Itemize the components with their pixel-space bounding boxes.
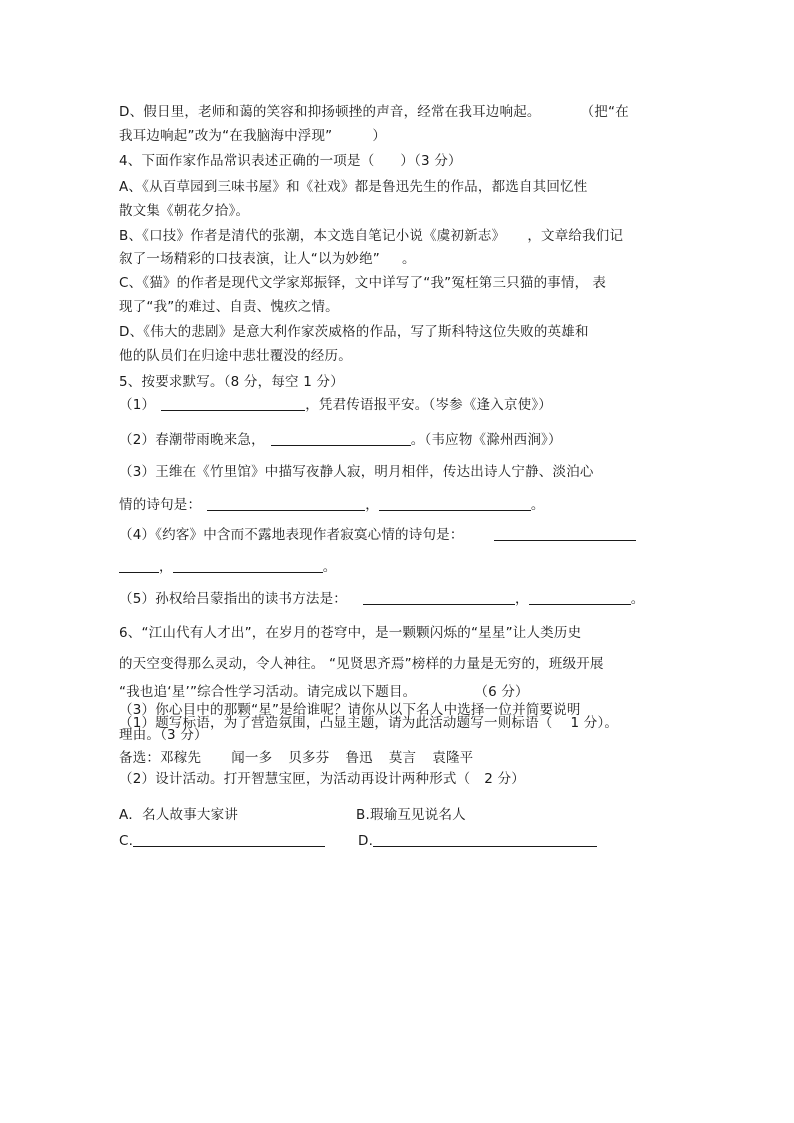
q5-item5-blank2[interactable]: [529, 590, 631, 605]
q6-sub3-line1: （3）你心目中的那颗“星”是给谁呢？请你从以下名人中选择一位并简要说明: [119, 702, 581, 718]
q5-item4-comma: ，: [159, 559, 173, 575]
q6-option-b-wrap: [356, 806, 466, 824]
q5-item-4-line2: [119, 558, 336, 576]
q6-candidates-label: 备选：: [119, 750, 161, 766]
q6-candidate-1: 邓稼先: [160, 750, 202, 766]
q6-option-d-blank[interactable]: [373, 832, 597, 847]
q5-item-3-line1: （3）王维在《竹里馆》中描写夜静人寂，明月相伴，传达出诗人宁静、淡泊心: [119, 464, 594, 480]
q6-stem-line2: 的天空变得那么灵动，令人神往。 “见贤思齐焉”榜样的力量是无穷的，班级开展: [119, 656, 604, 672]
q5-item4-period: 。: [322, 559, 337, 575]
q5-item2-text: （2）春潮带雨晚来急，: [119, 432, 265, 448]
q6-candidate-6: 袁隆平: [432, 750, 474, 766]
q5-item5-text: （5）孙权给吕蒙指出的读书方法是：: [119, 591, 347, 607]
q6-sub2: [119, 770, 525, 788]
q5-item3-label: 情的诗句是：: [119, 497, 202, 513]
q6-option-c-blank[interactable]: [133, 832, 325, 847]
q5-item-1: [119, 396, 552, 414]
q4-option-b-line1: [119, 227, 623, 245]
q5-item4-text: （4）《约客》中含而不露地表现作者寂寞心情的诗句是：: [119, 527, 464, 543]
q5-item5-comma: ，: [515, 591, 529, 607]
q5-item-3-line2: [119, 496, 545, 514]
q6-option-c-label: C.: [119, 833, 134, 849]
q6-stem-score: （6 分）: [474, 684, 529, 700]
q3-option-d-line1: [119, 103, 629, 121]
q5-item4-blank1[interactable]: [494, 526, 636, 541]
q4c-text: C、《猫》的作者是现代文学家郑振铎，文中详写了“我”冤枉第三只猫的事情，: [119, 275, 589, 291]
q4-stem: [119, 152, 462, 170]
q6-sub3-line2: 理由。（3 分）: [119, 727, 208, 743]
q6-stem-line3: [119, 683, 529, 701]
q5-stem: 5、按要求默写。（8 分，每空 1 分）: [119, 374, 344, 390]
q5-item4-blank1-cont[interactable]: [119, 558, 159, 573]
q3-option-d-line2: [119, 127, 386, 145]
q3d-text: D、假日里，老师和蔼的笑容和抑扬顿挫的声音，经常在我耳边响起。: [119, 104, 541, 120]
q4b-line2-text: 叙了一场精彩的口技表演，让人“以为妙绝”: [119, 251, 380, 267]
q6-sub1-score: 1 分）。: [570, 715, 619, 731]
q6-candidate-3: 贝多芬: [288, 750, 330, 766]
q6-candidate-4: 鲁迅: [345, 750, 373, 766]
q6-stem-line1: 6、“江山代有人才出”，在岁月的苍穹中，是一颗颗闪烁的“星星”让人类历史: [119, 625, 582, 641]
q5-item2-source: 。（韦应物《滁州西涧》）: [410, 432, 562, 448]
q5-item5-period: 。: [630, 591, 645, 607]
q4b-text: B、《口技》作者是清代的张潮，本文选自笔记小说《虞初新志》: [119, 228, 506, 244]
q4-option-d-line2: 他的队员们在归途中悲壮覆没的经历。: [119, 348, 352, 364]
q5-item-2: [119, 431, 562, 449]
q5-item1-text: ，凭君传语报平安。（岑参《逢入京使》）: [305, 397, 553, 413]
q4-option-a-line2: 散文集《朝花夕拾》。: [119, 203, 250, 219]
q5-item3-period: 。: [530, 497, 545, 513]
q5-item4-blank2[interactable]: [173, 558, 323, 573]
q5-item3-blank1[interactable]: [207, 496, 365, 511]
q6-sub2-text: （2）设计活动。打开智慧宝匣，为活动再设计两种形式（: [119, 771, 471, 787]
q5-item1-blank[interactable]: [161, 396, 305, 411]
q5-item5-blank1[interactable]: [363, 590, 515, 605]
q4-stem-text: 4、下面作家作品常识表述正确的一项是（: [119, 153, 375, 169]
q5-item-5: [119, 590, 644, 608]
q4-option-b-line2: [119, 250, 416, 268]
q6-option-a: A．名人故事大家讲: [119, 807, 239, 823]
q4-option-c-line2: 现了“我”的难过、自责、愧疚之情。: [119, 299, 339, 315]
q5-item-4-line1: [119, 526, 636, 544]
q3d-hint: （把“在: [580, 104, 629, 120]
q6-option-c-row: [119, 832, 325, 850]
q4-option-d-line1: D、《伟大的悲剧》是意大利作家茨威格的作品，写了斯科特这位失败的英雄和: [119, 324, 589, 340]
q3d-close: ）: [372, 128, 387, 144]
q6-option-b: B.瑕瑜互见说名人: [356, 807, 466, 823]
q6-stem-text: “我也追‘星’”综合性学习活动。请完成以下题目。: [119, 684, 417, 700]
q5-item1-num: （1）: [119, 397, 156, 413]
q6-candidate-2: 闻一多: [231, 750, 273, 766]
q5-item3-blank2[interactable]: [379, 496, 531, 511]
q3d-hint-cont: 我耳边响起”改为“在我脑海中浮现”: [119, 128, 333, 144]
q5-item2-blank[interactable]: [271, 431, 411, 446]
q4-option-c-line1: [119, 274, 606, 292]
q6-candidate-5: 莫言: [388, 750, 417, 766]
q6-sub2-score: 2 分）: [484, 771, 525, 787]
q4-option-a-line1: A、《从百草园到三味书屋》和《社戏》都是鲁迅先生的作品，都选自其回忆性: [119, 179, 588, 195]
q5-item3-comma: ，: [365, 497, 379, 513]
q6-option-d-label: D.: [358, 833, 374, 849]
q4b-text-cont: ，文章给我们记: [527, 228, 624, 244]
q4-stem-score: ）（3 分）: [400, 153, 462, 169]
q4c-text-end: 表: [592, 275, 607, 291]
q6-candidates: [119, 749, 473, 767]
q6-options-ab: [119, 806, 238, 824]
q6-sub1-text: （1）题写标语，为了营造氛围，凸显主题，请为此活动题写一则标语（: [119, 715, 553, 731]
q4b-line2-end: 。: [402, 251, 416, 267]
q6-option-d-row: [358, 832, 597, 850]
